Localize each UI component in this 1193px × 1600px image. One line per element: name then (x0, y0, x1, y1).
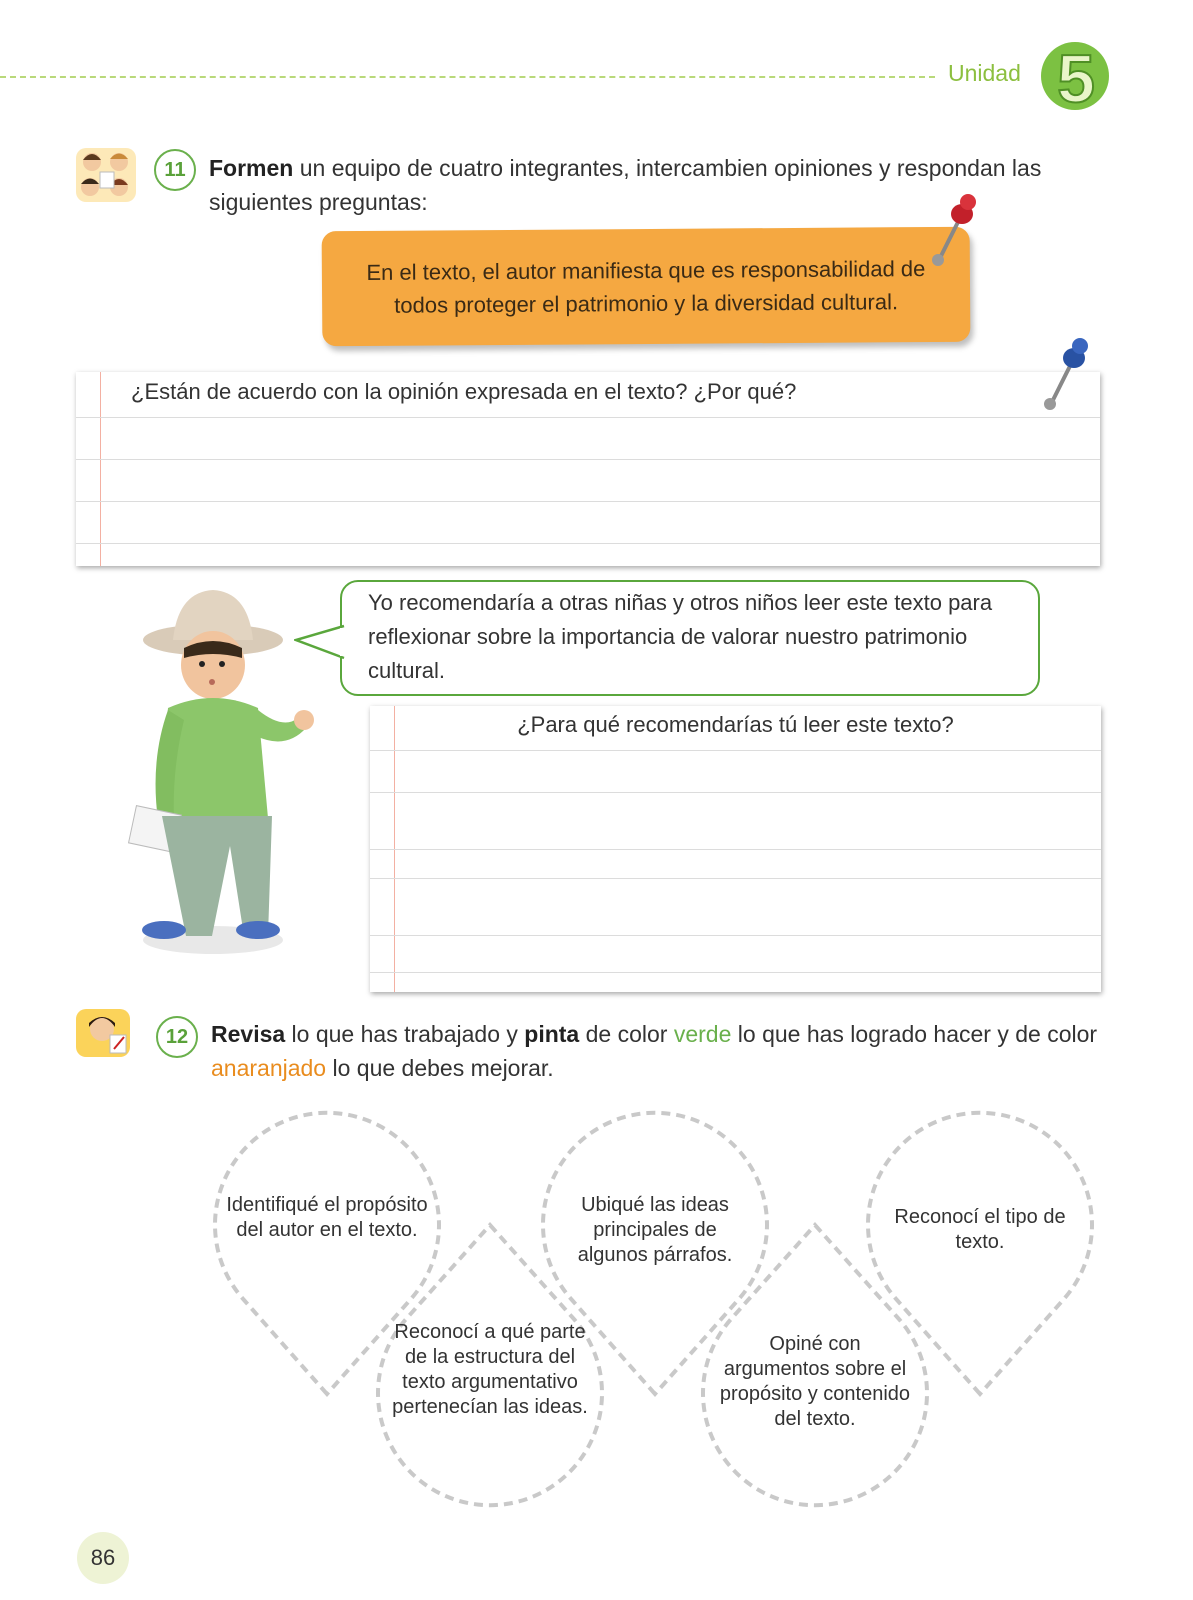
activity-12-number: 12 (156, 1016, 198, 1058)
instruction-text-3: lo que has logrado hacer y de color (731, 1021, 1098, 1047)
page-number: 86 (77, 1532, 129, 1584)
ruled-line (76, 543, 1100, 544)
speech-bubble-text: Yo recomendaría a otras niñas y otros niños leer este texto para reflexionar sobre la importancia de valorar nuestro patrimonio cultural. (368, 590, 993, 683)
drop-3-text: Ubiqué las ideas principales de algunos párrafos. (577, 1194, 733, 1266)
drop-4-text: Opiné con argumentos sobre el propósito y contenido del texto. (719, 1333, 911, 1430)
instruction-text: un equipo de cuatro integrantes, intercambien opiniones y respondan las siguientes preguntas: (209, 155, 1042, 215)
instruction-green-word: verde (673, 1021, 732, 1047)
blue-pushpin-icon (1036, 336, 1092, 414)
unit-label: Unidad (948, 60, 1021, 86)
instruction-text-1: lo que has trabajado y (285, 1021, 525, 1047)
instruction-text-4: lo que debes mejorar. (326, 1055, 554, 1081)
ruled-line (76, 417, 1100, 418)
ruled-line (370, 935, 1101, 936)
ruled-line (76, 501, 1100, 502)
ruled-line (370, 849, 1101, 850)
self-assessment-drops (0, 1080, 1193, 1540)
instruction-orange-word: anaranjado (211, 1055, 327, 1081)
instruction-bold-pinta: pinta (524, 1021, 580, 1047)
ruled-line (370, 792, 1101, 793)
team-icon (74, 144, 138, 206)
question-1: ¿Están de acuerdo con la opinión expresada en el texto? ¿Por qué? (131, 379, 797, 404)
instruction-bold-revisa: Revisa (211, 1021, 286, 1047)
instruction-bold-formen: Formen (209, 155, 294, 181)
opinion-note-text: En el texto, el autor manifiesta que es responsabilidad de todos proteger el patrimonio y la diversidad cultural. (366, 255, 926, 318)
answer-paper-1[interactable] (76, 372, 1100, 566)
self-assessment-icon (74, 1005, 132, 1061)
instruction-text-2: de color (579, 1021, 674, 1047)
question-2: ¿Para qué recomendarías tú leer este texto? (517, 712, 954, 737)
header-dashed-line (0, 76, 935, 78)
drop-2-text: Reconocí a qué parte de la estructura del texto argumentativo pertenecían las ideas. (392, 1321, 588, 1418)
drop-5-text: Reconocí el tipo de texto. (894, 1206, 1066, 1253)
answer-paper-2[interactable] (370, 706, 1101, 992)
ruled-line (370, 972, 1101, 973)
activity-12-instruction (211, 1017, 1111, 1085)
ruled-line (76, 459, 1100, 460)
opinion-note (322, 227, 971, 347)
drop-1-text: Identifiqué el propósito del autor en el texto. (226, 1194, 428, 1241)
activity-11-number: 11 (154, 149, 196, 191)
speech-bubble-tail (294, 624, 346, 664)
unit-number-badge (1040, 38, 1110, 120)
ruled-line (370, 878, 1101, 879)
boy-illustration (118, 580, 318, 960)
paper-margin-line (100, 372, 101, 566)
ruled-line (370, 750, 1101, 751)
red-pushpin-icon (926, 192, 978, 270)
unit-number: 5 (1057, 41, 1095, 117)
